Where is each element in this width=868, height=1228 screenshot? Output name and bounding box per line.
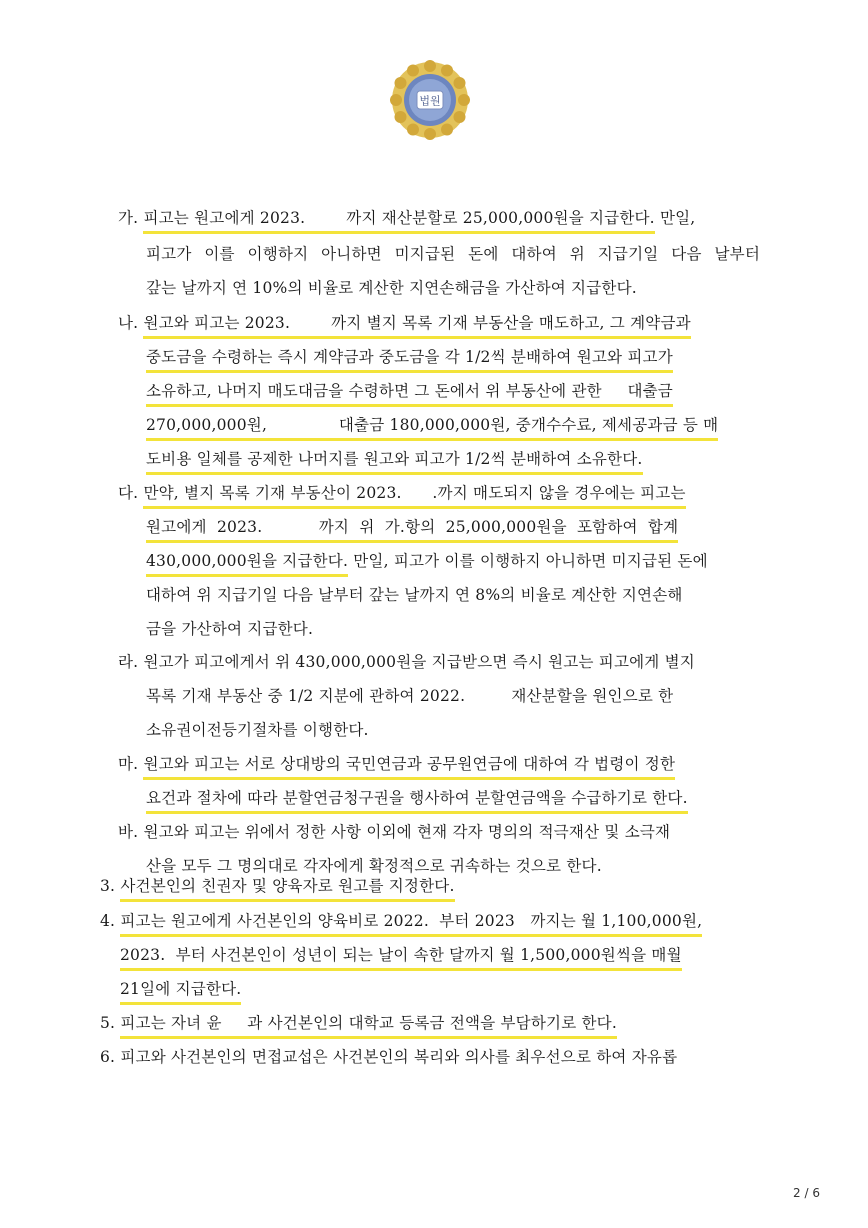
court-seal-icon <box>388 58 472 142</box>
item-4-line-2 <box>120 940 682 970</box>
item-da-line-1: 다. 만약, 별지 목록 기재 부동산이 2023. .까지 매도되지 않을 경우에는 피고는 <box>118 478 686 508</box>
item-na-line-2 <box>146 342 673 372</box>
highlighted-text: 21일에 지급한다. <box>120 977 241 1005</box>
highlighted-text: 원고에게 2023. 까지 위 가.항의 25,000,000원을 포함하여 합계 <box>146 515 678 543</box>
item-ba-line-2: 산을 모두 그 명의대로 각자에게 확정적으로 귀속하는 것으로 한다. <box>146 857 602 875</box>
item-da-line-2 <box>146 512 678 542</box>
item-da-line-5: 금을 가산하여 지급한다. <box>146 620 314 638</box>
item-da-line-4: 대하여 위 지급기일 다음 날부터 갚는 날까지 연 8%의 비율로 계산한 지연손해 <box>146 586 683 604</box>
item-3-line-1: 3. 사건본인의 친권자 및 양육자로 원고를 지정한다. <box>100 871 455 901</box>
item-4-line-1: 4. 피고는 원고에게 사건본인의 양육비로 2022. 부터 2023 까지는 월 1,100,000원, <box>100 906 702 936</box>
item-ba-line-1: 바. 원고와 피고는 위에서 정한 사항 이외에 현재 각자 명의의 적극재산 및 소극재 <box>118 823 671 841</box>
item-ra-line-1: 라. 원고가 피고에게서 위 430,000,000원을 지급받으면 즉시 원고는 피고에게 별지 <box>118 653 695 671</box>
highlighted-text: 중도금을 수령하는 즉시 계약금과 중도금을 각 1/2씩 분배하여 원고와 피고가 <box>146 345 673 373</box>
item-na-line-1: 나. 원고와 피고는 2023. 까지 별지 목록 기재 부동산을 매도하고, 그 계약금과 <box>118 308 691 338</box>
highlighted-text: 430,000,000원을 지급한다. <box>146 549 348 577</box>
highlighted-text: 소유하고, 나머지 매도대금을 수령하면 그 돈에서 위 부동산에 관한 대출금 <box>146 379 673 407</box>
highlighted-text: 피고는 원고에게 2023. 까지 재산분할로 25,000,000원을 지급한다. <box>143 206 654 234</box>
highlighted-text: 사건본인의 친권자 및 양육자로 원고를 지정한다. <box>120 874 454 902</box>
item-ma-line-2 <box>146 783 688 813</box>
item-ga-line-3: 갚는 날까지 연 10%의 비율로 계산한 지연손해금을 가산하여 지급한다. <box>146 279 637 297</box>
item-4-line-3 <box>120 974 241 1004</box>
item-6-line-1: 6. 피고와 사건본인의 면접교섭은 사건본인의 복리와 의사를 최우선으로 하여 자유롭 <box>100 1048 678 1066</box>
highlighted-text: 270,000,000원, 대출금 180,000,000원, 중개수수료, 제세공과금 등 매 <box>146 413 718 441</box>
item-na-line-4 <box>146 410 718 440</box>
item-5-line-1: 5. 피고는 자녀 윤 과 사건본인의 대학교 등록금 전액을 부담하기로 한다. <box>100 1008 617 1038</box>
highlighted-text: 피고는 자녀 윤 과 사건본인의 대학교 등록금 전액을 부담하기로 한다. <box>120 1011 617 1039</box>
item-ga-line-2: 피고가 이를 이행하지 아니하면 미지급된 돈에 대하여 위 지급기일 다음 날부터 <box>146 245 760 263</box>
item-ma-line-1: 마. 원고와 피고는 서로 상대방의 국민연금과 공무원연금에 대하여 각 법령이 정한 <box>118 749 675 779</box>
svg-text:법원: 법원 <box>419 94 441 108</box>
highlighted-text: 2023. 부터 사건본인이 성년이 되는 날이 속한 달까지 월 1,500,000원씩을 매월 <box>120 943 682 971</box>
page-number: 2 / 6 <box>793 1186 820 1200</box>
highlighted-text: 요건과 절차에 따라 분할연금청구권을 행사하여 분할연금액을 수급하기로 한다. <box>146 786 688 814</box>
item-ga-line-1: 가. 피고는 원고에게 2023. 까지 재산분할로 25,000,000원을 지급한다. 만일, <box>118 203 770 233</box>
item-ra-line-3: 소유권이전등기절차를 이행한다. <box>146 721 369 739</box>
highlighted-text: 만약, 별지 목록 기재 부동산이 2023. .까지 매도되지 않을 경우에는 피고는 <box>143 481 685 509</box>
highlighted-text: 원고와 피고는 서로 상대방의 국민연금과 공무원연금에 대하여 각 법령이 정한 <box>143 752 675 780</box>
highlighted-text: 원고와 피고는 2023. 까지 별지 목록 기재 부동산을 매도하고, 그 계약금과 <box>143 311 690 339</box>
item-ra-line-2: 목록 기재 부동산 중 1/2 지분에 관하여 2022. 재산분할을 원인으로 한 <box>146 687 674 705</box>
highlighted-text: 도비용 일체를 공제한 나머지를 원고와 피고가 1/2씩 분배하여 소유한다. <box>146 447 643 475</box>
item-na-line-3 <box>146 376 673 406</box>
item-da-line-3: 430,000,000원을 지급한다. 만일, 피고가 이를 이행하지 아니하면 미지급된 돈에 <box>146 546 708 576</box>
highlighted-text: 피고는 원고에게 사건본인의 양육비로 2022. 부터 2023 까지는 월 1,100,000원, <box>120 909 702 937</box>
item-na-line-5 <box>146 444 643 474</box>
